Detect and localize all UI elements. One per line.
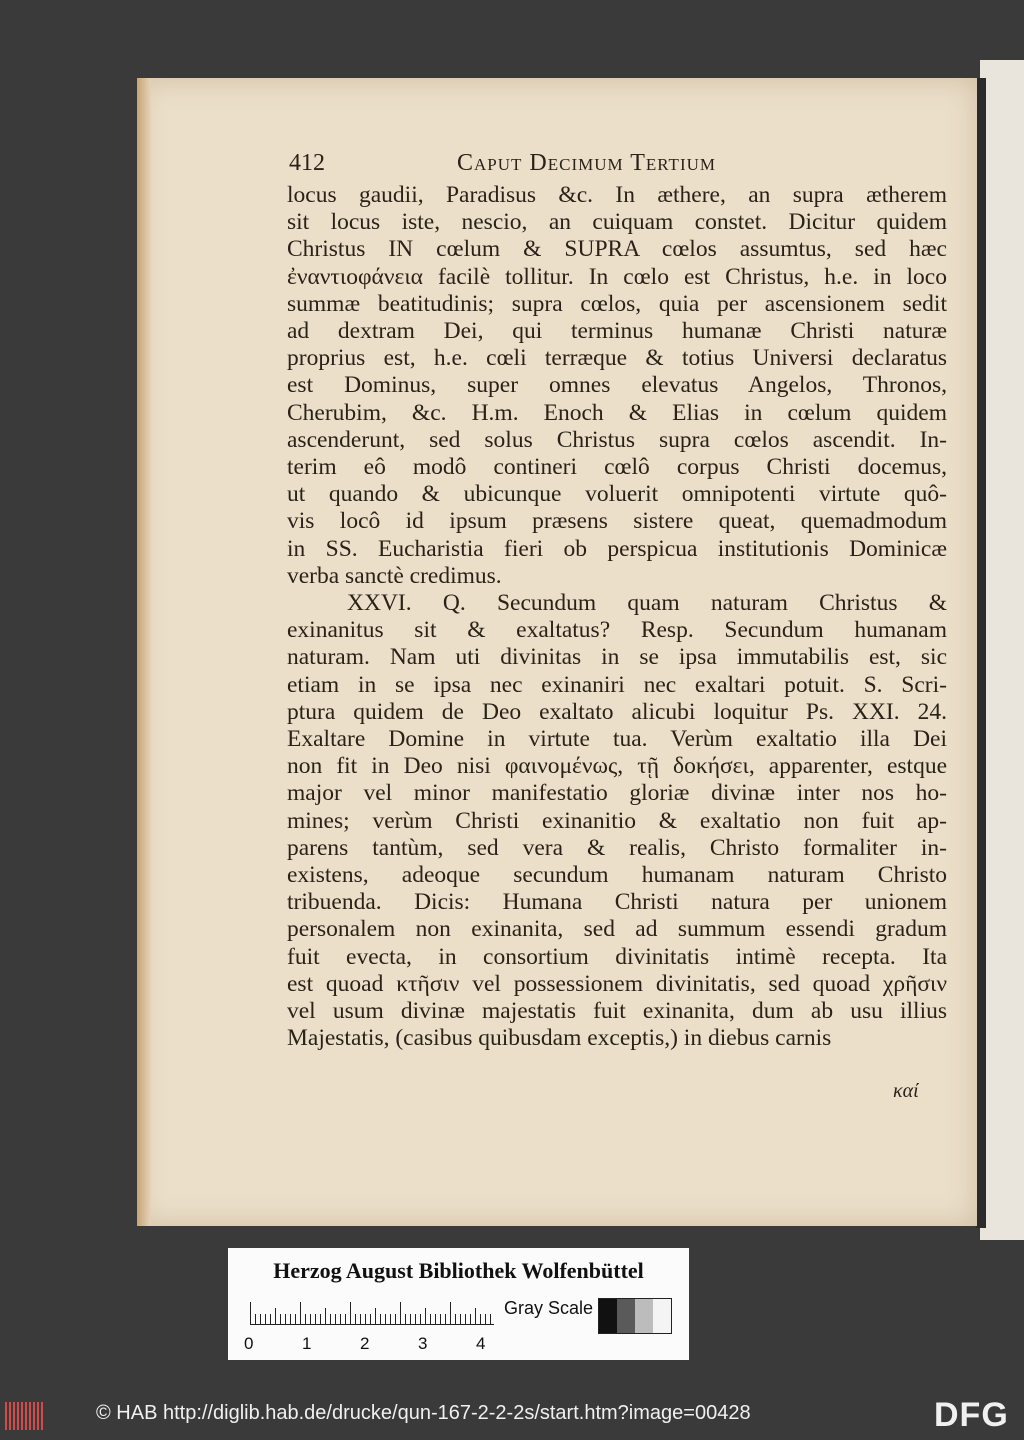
ruler-tick	[400, 1302, 401, 1324]
ruler-tick	[305, 1314, 306, 1324]
text-line: Majestatis, (casibus quibusdam exceptis,) in diebus carnis	[287, 1025, 832, 1052]
page-gutter	[976, 78, 986, 1228]
ruler-tick	[365, 1314, 366, 1324]
text-line: naturam. Nam uti divinitas in se ipsa immutabilis est, sic	[287, 644, 947, 671]
ruler-tick	[295, 1314, 296, 1324]
text-line: tribuenda. Dicis: Humana Christi natura per unionem	[287, 889, 947, 916]
page-header	[289, 150, 974, 180]
text-line: etiam in se ipsa nec exinaniri nec exaltari potuit. S. Scri-	[287, 671, 947, 698]
ruler-tick	[345, 1314, 346, 1324]
text-line: sit locus iste, nescio, an cuiquam constet. Dicitur quidem	[287, 209, 947, 236]
ruler-tick	[335, 1314, 336, 1324]
text-line: summæ beatitudinis; supra cœlos, quia per ascensionem sedit	[287, 290, 947, 317]
text-line: existens, adeoque secundum humanam naturam Christo	[287, 862, 947, 889]
ruler-tick	[340, 1314, 341, 1324]
ruler-tick	[265, 1314, 266, 1324]
text-line: ptura quidem de Deo exaltato alicubi loquitur Ps. XXI. 24.	[287, 698, 947, 725]
text-line: vis locô id ipsum præsens sistere queat, quemadmodum	[287, 508, 947, 535]
gray-swatch	[635, 1299, 653, 1333]
text-line: personalem non exinanita, sed ad summum essendi gradum	[287, 916, 947, 943]
ruler-tick	[280, 1314, 281, 1324]
page-edge	[137, 78, 151, 1226]
ruler-tick	[465, 1314, 466, 1324]
ruler-tick	[470, 1314, 471, 1324]
ruler-tick	[375, 1308, 376, 1324]
ruler-tick	[320, 1314, 321, 1324]
ruler-tick	[385, 1314, 386, 1324]
ruler-tick	[285, 1314, 286, 1324]
text-line: XXVI. Q. Secundum quam naturam Christus &	[347, 590, 947, 617]
ruler-tick	[485, 1314, 486, 1324]
text-line: ut quando & ubicunque voluerit omnipotenti virtute quô-	[287, 481, 947, 508]
ruler-tick	[450, 1302, 451, 1324]
ruler-tick	[395, 1314, 396, 1324]
text-line: est Dominus, super omnes elevatus Angelos, Thronos,	[287, 372, 947, 399]
gray-swatch	[599, 1299, 617, 1333]
ruler-tick	[270, 1314, 271, 1324]
ruler-tick	[310, 1314, 311, 1324]
ruler-tick	[360, 1314, 361, 1324]
library-name: Herzog August Bibliothek Wolfenbüttel	[273, 1258, 644, 1283]
ruler-tick	[475, 1308, 476, 1324]
ruler-tick	[445, 1314, 446, 1324]
ruler-tick	[275, 1308, 276, 1324]
ruler-tick	[420, 1314, 421, 1324]
ruler-tick	[410, 1314, 411, 1324]
text-line: major vel minor manifestatio gloriæ divinæ inter nos ho-	[287, 780, 947, 807]
running-head: Caput Decimum Tertium	[457, 150, 716, 176]
ruler-tick	[250, 1302, 251, 1324]
text-line: ad dextram Dei, qui terminus humanæ Christi naturæ	[287, 318, 947, 345]
ruler-tick	[380, 1314, 381, 1324]
text-line: proprius est, h.e. cœli terræque & totius Universi declaratus	[287, 345, 947, 372]
ruler-number-3: 3	[418, 1334, 428, 1353]
ruler-tick	[260, 1314, 261, 1324]
ruler-tick	[490, 1314, 491, 1324]
ruler-tick	[350, 1302, 351, 1324]
barcode-icon	[5, 1402, 47, 1430]
text-line: in SS. Eucharistia fieri ob perspicua institutionis Dominicæ	[287, 535, 947, 562]
ruler-tick	[430, 1314, 431, 1324]
catchword: καί	[893, 1080, 919, 1102]
text-line: exinanitus sit & exaltatus? Resp. Secundum humanam	[287, 617, 947, 644]
text-line: vel usum divinæ majestatis fuit exinanita, dum ab usu illius	[287, 998, 947, 1025]
text-line: Cherubim, &c. H.m. Enoch & Elias in cœlum quidem	[287, 399, 947, 426]
ruler-tick	[300, 1302, 301, 1324]
ruler-tick	[435, 1314, 436, 1324]
scale-ruler	[250, 1300, 494, 1325]
ruler-tick	[460, 1314, 461, 1324]
body-text	[287, 182, 947, 1053]
gray-swatch	[653, 1299, 671, 1333]
ruler-tick	[315, 1314, 316, 1324]
text-line: verba sanctè credimus.	[287, 562, 502, 589]
ruler-tick	[415, 1314, 416, 1324]
text-line: Exaltare Domine in virtute tua. Verùm exaltatio illa Dei	[287, 726, 947, 753]
copyright-link[interactable]: © HAB http://diglib.hab.de/drucke/qun-167-2-2-2s/start.htm?image=00428	[96, 1402, 751, 1424]
text-line: est quoad κτῆσιν vel possessionem divinitatis, sed quoad χρῆσιν	[287, 970, 947, 997]
text-line: fuit evecta, in consortium divinitatis intimè recepta. Ita	[287, 943, 947, 970]
ruler-tick	[370, 1314, 371, 1324]
ruler-tick	[480, 1314, 481, 1324]
text-line: Christus IN cœlum & SUPRA cœlos assumtus, sed hæc	[287, 236, 947, 263]
ruler-tick	[330, 1314, 331, 1324]
text-line: mines; verùm Christi exinanitio & exaltatio non fuit ap-	[287, 807, 947, 834]
gray-swatch	[617, 1299, 635, 1333]
ruler-number-2: 2	[360, 1334, 370, 1353]
gray-scale-swatches	[598, 1298, 672, 1334]
color-reference-card	[228, 1248, 689, 1360]
ruler-tick	[425, 1308, 426, 1324]
ruler-tick	[440, 1314, 441, 1324]
ruler-number-0: 0	[244, 1334, 254, 1353]
ruler-tick	[255, 1314, 256, 1324]
ruler-tick	[325, 1308, 326, 1324]
text-line: locus gaudii, Paradisus &c. In æthere, an supra ætherem	[287, 182, 947, 208]
page-number: 412	[289, 150, 325, 176]
ruler-number-4: 4	[476, 1334, 486, 1353]
gray-scale-label: Gray Scale	[504, 1298, 594, 1318]
text-line: non fit in Deo nisi φαινομένως, τῇ δοκήσει, apparenter, estque	[287, 753, 947, 780]
dfg-logo: DFG	[934, 1396, 1009, 1434]
adjacent-page-edge-text	[986, 70, 1024, 1220]
text-line: ascenderunt, sed solus Christus supra cœlos ascendit. In-	[287, 426, 947, 453]
ruler-tick	[455, 1314, 456, 1324]
ruler-tick	[355, 1314, 356, 1324]
viewer-footer	[0, 1392, 1024, 1440]
text-line: parens tantùm, sed vera & realis, Christo formaliter in-	[287, 834, 947, 861]
text-line: terim eô modô contineri cœlô corpus Christi docemus,	[287, 454, 947, 481]
ruler-tick	[390, 1314, 391, 1324]
ruler-number-1: 1	[302, 1334, 312, 1353]
ruler-tick	[290, 1314, 291, 1324]
ruler-tick	[405, 1314, 406, 1324]
text-line: ἐναντιοφάνεια facilè tollitur. In cœlo est Christus, h.e. in loco	[287, 263, 947, 290]
